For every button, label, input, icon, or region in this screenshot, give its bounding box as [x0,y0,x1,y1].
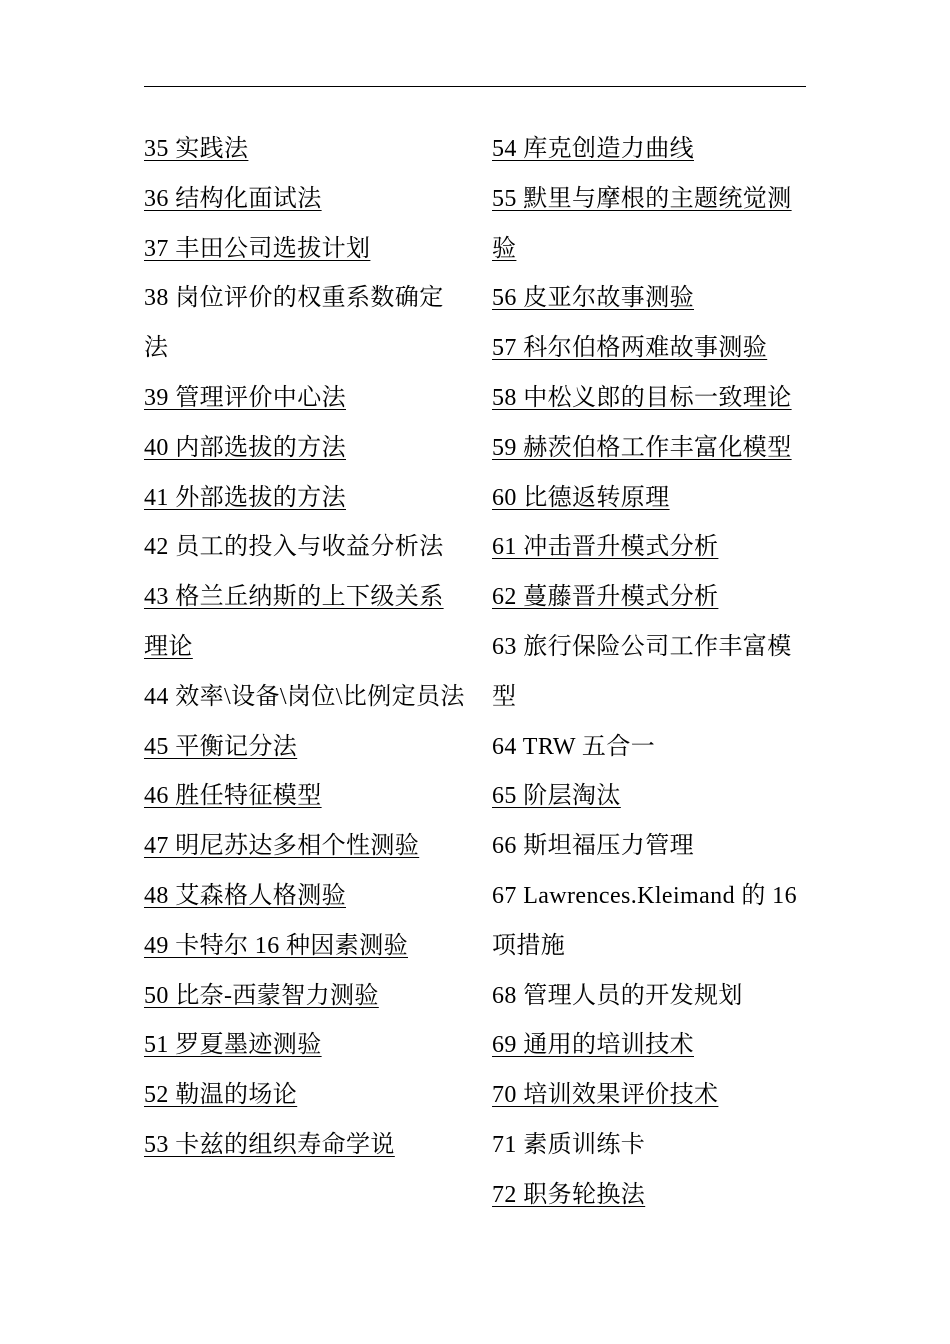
toc-right-column [492,125,808,1221]
toc-entry-link[interactable]: 62 蔓藤晋升模式分析 [492,584,719,611]
toc-entry-link[interactable]: 48 艾森格人格测验 [144,882,346,909]
toc-entry-link[interactable]: 43 格兰丘纳斯的上下级关系理论 [144,584,444,660]
toc-entry-link[interactable]: 39 管理评价中心法 [144,384,346,411]
toc-entry-text: 44 效率\设备\岗位\比例定员法 [144,683,465,710]
toc-entry-link[interactable]: 40 内部选拔的方法 [144,434,346,461]
toc-entry-link[interactable]: 41 外部选拔的方法 [144,484,346,511]
toc-entry-link[interactable]: 52 勒温的场论 [144,1082,298,1109]
toc-entry-link[interactable]: 70 培训效果评价技术 [492,1082,719,1109]
toc-entry-link[interactable]: 54 库克创造力曲线 [492,136,694,162]
toc-entry-text: 63 旅行保险公司工作丰富模型 [492,633,792,710]
toc-entry-link[interactable]: 61 冲击晋升模式分析 [492,534,719,561]
toc-entry-link[interactable]: 57 科尔伯格两难故事测验 [492,335,768,362]
toc-entry-link[interactable]: 49 卡特尔 16 种因素测验 [144,932,408,959]
toc-entry-text: 42 员工的投入与收益分析法 [144,534,444,561]
toc-entry-link[interactable]: 69 通用的培训技术 [492,1032,694,1059]
toc-entry-link[interactable]: 46 胜任特征模型 [144,783,322,810]
toc-entry-text: 64 TRW 五合一 [492,733,656,760]
toc-entry-link[interactable]: 47 明尼苏达多相个性测验 [144,833,420,860]
toc-entry-link[interactable]: 35 实践法 [144,136,249,162]
header-rule [144,86,806,87]
toc-entry-link[interactable]: 65 阶层淘汰 [492,783,621,810]
toc-entry-text: 67 Lawrences.Kleimand 的 16 项措施 [492,882,797,959]
toc-entry-link[interactable]: 58 中松义郎的目标一致理论 [492,384,792,411]
toc-entry-link[interactable]: 37 丰田公司选拔计划 [144,235,371,262]
toc-entry-link[interactable]: 55 默里与摩根的主题统觉测验 [492,185,792,262]
toc-entry-text: 66 斯坦福压力管理 [492,833,694,860]
toc-entry-text: 71 素质训练卡 [492,1131,646,1158]
toc-entry-link[interactable]: 50 比奈-西蒙智力测验 [144,982,379,1009]
toc-entry-link[interactable]: 53 卡兹的组织寿命学说 [144,1131,395,1158]
toc-entry-text: 38 岗位评价的权重系数确定法 [144,285,444,362]
toc-left-column [144,125,466,1171]
toc-entry-text: 68 管理人员的开发规划 [492,982,743,1009]
toc-entry-link[interactable]: 56 皮亚尔故事测验 [492,285,694,312]
toc-entry-link[interactable]: 51 罗夏墨迹测验 [144,1032,322,1059]
toc-entry-link[interactable]: 59 赫茨伯格工作丰富化模型 [492,434,792,461]
toc-entry-link[interactable]: 72 职务轮换法 [492,1181,646,1208]
toc-entry-link[interactable]: 60 比德返转原理 [492,484,670,511]
toc-entry-link[interactable]: 45 平衡记分法 [144,733,298,760]
toc-entry-link[interactable]: 36 结构化面试法 [144,185,322,212]
